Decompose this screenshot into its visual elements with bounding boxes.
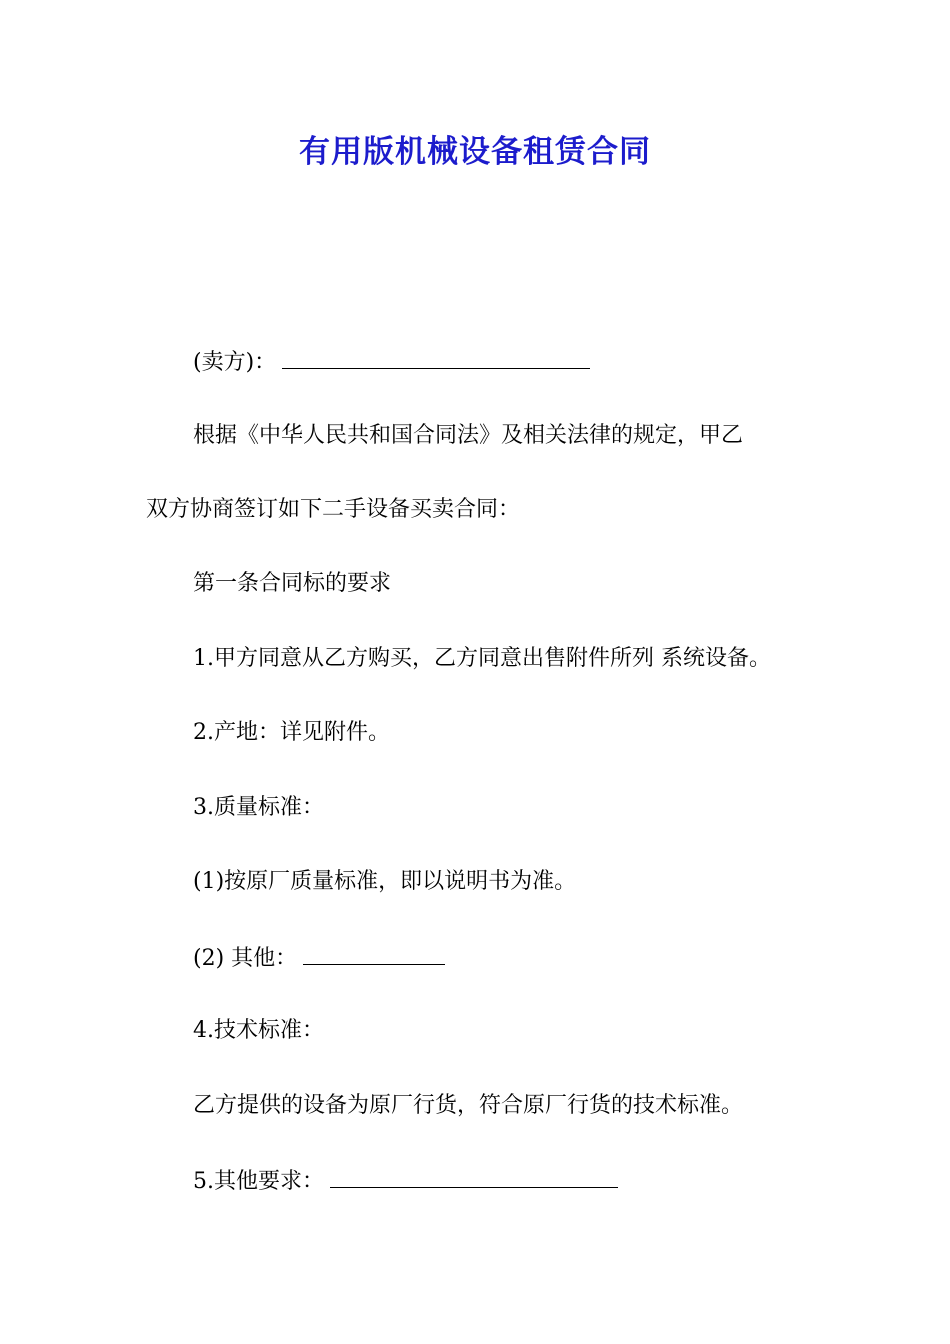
- other-requirements-blank: [330, 1165, 618, 1188]
- item-3-sub-1: (1)按原厂质量标准，即以说明书为准。: [193, 869, 577, 894]
- item-3: 3.质量标准：: [193, 795, 324, 820]
- other-blank: [303, 942, 445, 965]
- item-4-text: 乙方提供的设备为原厂行货，符合原厂行货的技术标准。: [193, 1093, 744, 1118]
- item-2: 2.产地：详见附件。: [193, 720, 390, 745]
- intro-line-1: 根据《中华人民共和国合同法》及相关法律的规定，甲乙: [193, 423, 744, 448]
- seller-label: (卖方)：: [193, 350, 277, 375]
- article-1-heading: 第一条合同标的要求: [193, 571, 392, 596]
- item-4: 4.技术标准：: [193, 1018, 324, 1043]
- item-3-sub-2-label: (2) 其他：: [193, 946, 298, 971]
- seller-line: [193, 346, 590, 378]
- item-1: 1.甲方同意从乙方购买，乙方同意出售附件所列 系统设备。: [193, 646, 771, 671]
- item-3-sub-2: [193, 942, 445, 974]
- item-5: [193, 1165, 618, 1197]
- document-title: 有用版机械设备租赁合同: [299, 134, 651, 170]
- intro-line-2: 双方协商签订如下二手设备买卖合同：: [146, 497, 521, 522]
- item-5-label: 5.其他要求：: [193, 1169, 324, 1194]
- seller-blank: [282, 346, 590, 369]
